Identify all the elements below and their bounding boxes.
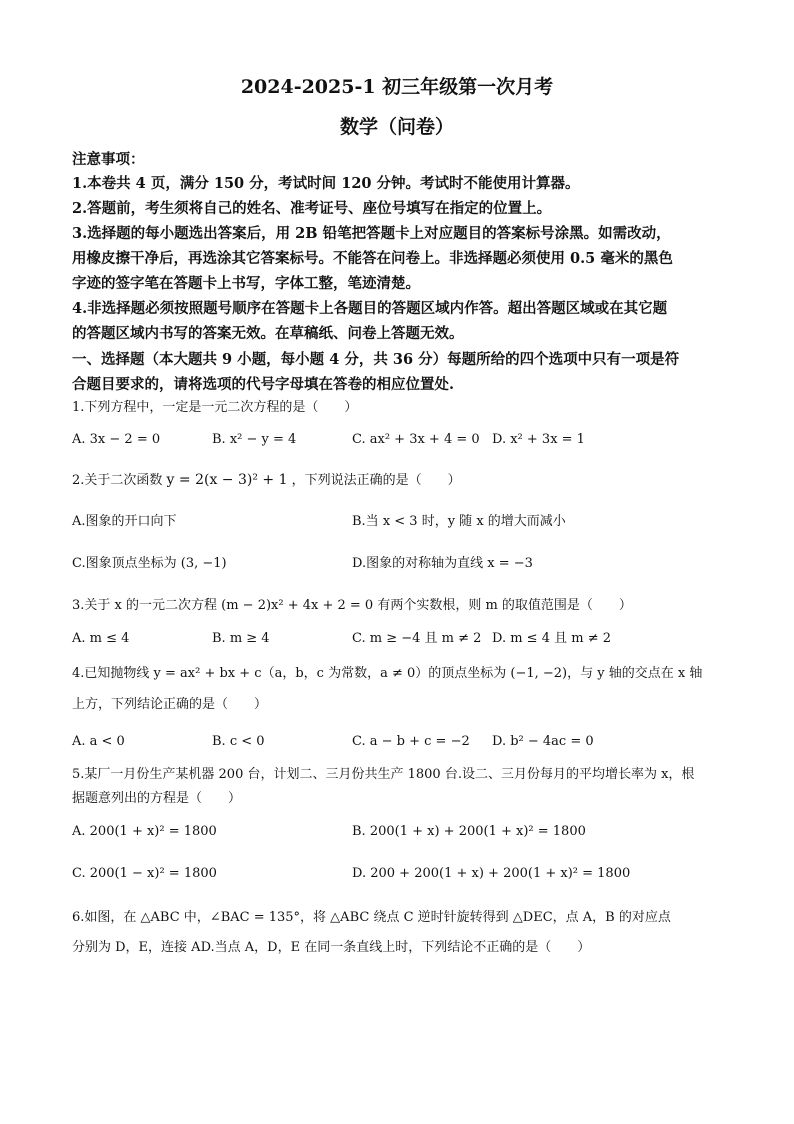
question-2-option-b: B.当 x < 3 时，y 随 x 的增大而减小 [352, 514, 566, 529]
question-4-option-a: A. a < 0 [72, 734, 125, 749]
notice-line-2: 2.答题前，考生须将自己的姓名、准考证号、座位号填写在指定的位置上。 [72, 200, 552, 217]
question-5-option-b: B. 200(1 + x) + 200(1 + x)² = 1800 [352, 824, 586, 839]
question-1-option-b: B. x² − y = 4 [212, 432, 297, 447]
question-3-option-d: D. m ≤ 4 且 m ≠ 2 [492, 631, 611, 646]
notice-line-7: 的答题区域内书写的答案无效。在草稿纸、问卷上答题无效。 [72, 325, 464, 342]
question-4-option-c: C. a − b + c = −2 [352, 734, 470, 749]
subject-title: 数学（问卷） [339, 116, 454, 138]
notice-line-4: 用橡皮擦干净后，再选涂其它答案标号。不能答在问卷上。非选择题必须使用 0.5 毫米的黑色 [72, 250, 673, 267]
question-6-stem-line-1: 6.如图，在 △ABC 中，∠BAC = 135°，将 △ABC 绕点 C 逆时针旋转得到 △DEC，点 A，B 的对应点 [72, 910, 671, 925]
question-1-option-a: A. 3x − 2 = 0 [72, 432, 161, 447]
question-4-stem-line-2: 上方，下列结论正确的是（ ） [72, 697, 268, 712]
question-2-stem [72, 470, 732, 491]
question-4-option-b: B. c < 0 [212, 734, 265, 749]
question-5-option-a: A. 200(1 + x)² = 1800 [72, 824, 217, 839]
question-3-option-a: A. m ≤ 4 [72, 631, 130, 646]
question-6-stem-line-2: 分别为 D，E，连接 AD.当点 A，D，E 在同一条直线上时，下列结论不正确的是（ ） [72, 940, 591, 955]
question-2-stem-suffix: ，下列说法正确的是（ ） [291, 473, 461, 488]
question-2-formula: y = 2(x − 3)² + 1 [166, 472, 288, 488]
question-5-option-c: C. 200(1 − x)² = 1800 [72, 866, 217, 881]
notice-line-1: 1.本卷共 4 页，满分 150 分，考试时间 120 分钟。考试时不能使用计算器。 [72, 175, 580, 192]
question-2-option-d: D.图象的对称轴为直线 x = −3 [352, 556, 533, 571]
question-1-stem: 1.下列方程中，一定是一元二次方程的是（ ） [72, 400, 358, 415]
section-1-heading: 一、选择题（本大题共 9 小题，每小题 4 分，共 36 分）每题所给的四个选项中只有一项是符 [72, 351, 680, 368]
question-2-option-c: C.图象顶点坐标为 (3, −1) [72, 556, 227, 571]
notice-line-3: 3.选择题的每小题选出答案后，用 2B 铅笔把答题卡上对应题目的答案标号涂黑。如需改动， [72, 225, 671, 242]
question-3-option-c: C. m ≥ −4 且 m ≠ 2 [352, 631, 482, 646]
notice-line-6: 4.非选择题必须按照题号顺序在答题卡上各题目的答题区域内作答。超出答题区域或在其它题 [72, 300, 668, 317]
question-5-stem-line-1: 5.某厂一月份生产某机器 200 台，计划二、三月份共生产 1800 台.设二、三月份每月的平均增长率为 x，根 [72, 767, 695, 782]
question-3-stem: 3.关于 x 的一元二次方程 (m − 2)x² + 4x + 2 = 0 有两个实数根，则 m 的取值范围是（ ） [72, 598, 632, 613]
question-5-option-d: D. 200 + 200(1 + x) + 200(1 + x)² = 1800 [352, 866, 631, 881]
question-2-option-a: A.图象的开口向下 [72, 514, 177, 529]
exam-title: 2024-2025-1 初三年级第一次月考 [240, 76, 554, 98]
question-3-option-b: B. m ≥ 4 [212, 631, 270, 646]
section-1-heading-cont: 合题目要求的，请将选项的代号字母填在答卷的相应位置处. [72, 376, 455, 393]
question-4-option-d: D. b² − 4ac = 0 [492, 734, 594, 749]
question-1-option-d: D. x² + 3x = 1 [492, 432, 585, 447]
notice-heading: 注意事项： [72, 151, 145, 168]
question-4-stem-line-1: 4.已知抛物线 y = ax² + bx + c（a，b，c 为常数，a ≠ 0）的顶点坐标为 (−1, −2)，与 y 轴的交点在 x 轴 [72, 666, 703, 681]
question-1-option-c: C. ax² + 3x + 4 = 0 [352, 432, 480, 447]
question-5-stem-line-2: 据题意列出的方程是（ ） [72, 791, 242, 806]
question-2-stem-prefix: 2.关于二次函数 [72, 473, 163, 488]
notice-line-5: 字迹的签字笔在答题卡上书写，字体工整，笔迹清楚。 [72, 275, 420, 292]
